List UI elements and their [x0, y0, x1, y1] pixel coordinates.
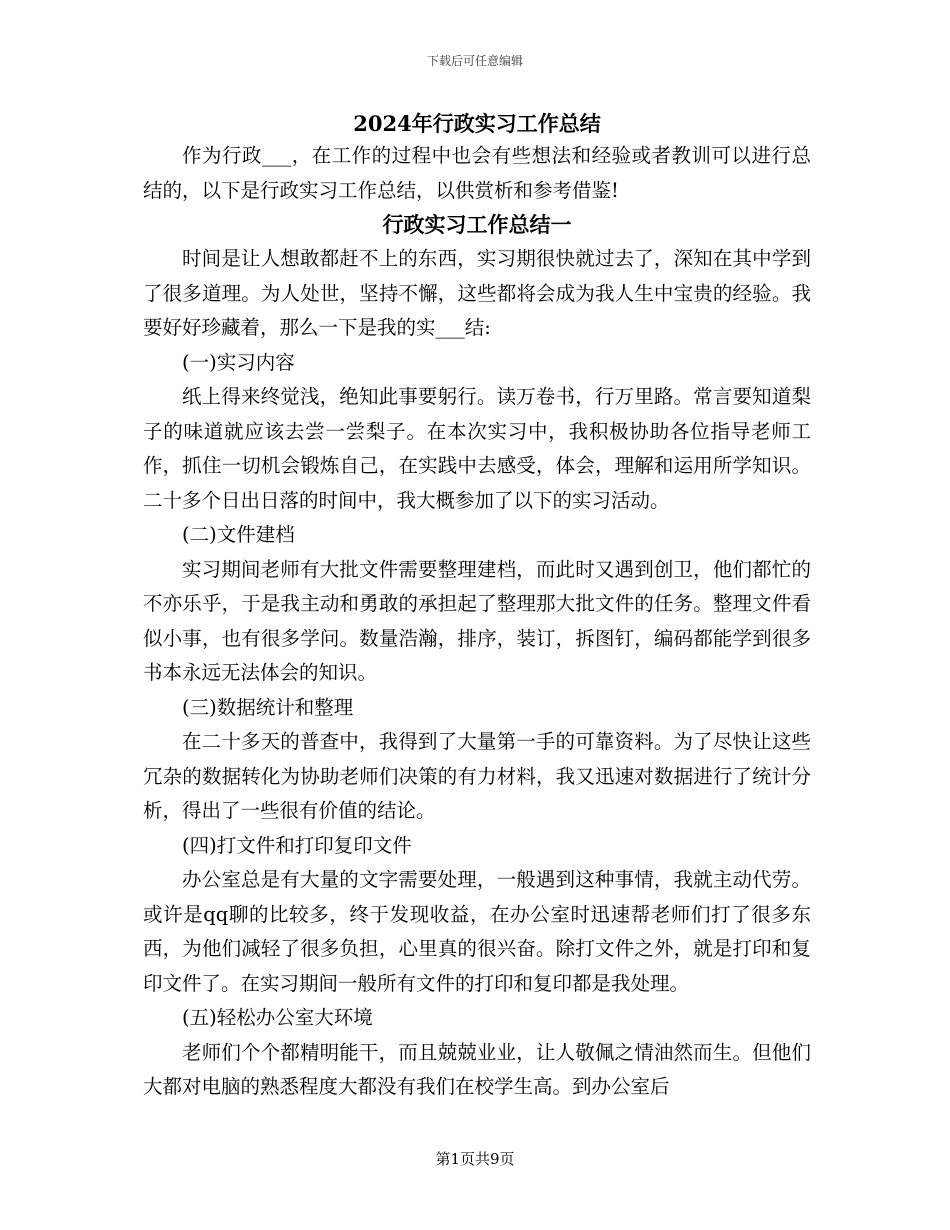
part-paragraph-5: 老师们个个都精明能干，而且兢兢业业，让人敬佩之情油然而生。但他们大都对电脑的熟悉程度大都没有我们在校学生高。到办公室后 [143, 1040, 811, 1098]
part-heading-2: (二)文件建档 [182, 523, 295, 546]
page-header-note: 下载后可任意编辑 [426, 54, 523, 68]
part-heading-5: (五)轻松办公室大环境 [182, 1006, 373, 1029]
part-heading-1: (一)实习内容 [182, 350, 295, 374]
part-paragraph-3: 在二十多天的普查中，我得到了大量第一手的可靠资料。为了尽快让这些冗杂的数据转化为协助老师们决策的有力材料，我又迅速对数据进行了统计分析，得出了一些很有价值的结论。 [143, 730, 811, 822]
opening-paragraph: 时间是让人想敢都赶不上的东西，实习期很快就过去了，深知在其中学到了很多道理。为人处世，坚持不懈，这些都将会成为我人生中宝贵的经验。我要好好珍藏着，那么一下是我的实___结: [143, 247, 811, 339]
part-heading-4: (四)打文件和打印复印文件 [182, 833, 412, 857]
part-paragraph-2: 实习期间老师有大批文件需要整理建档，而此时又遇到创卫，他们都忙的不亦乐乎，于是我主动和勇敢的承担起了整理那大批文件的任务。整理文件看似小事，也有很多学问。数量浩瀚，排序，装订，拆图钉，编码都能学到很多书本永远无法体会的知识。 [143, 557, 811, 684]
part-paragraph-4: 办公室总是有大量的文字需要处理，一般遇到这种事情，我就主动代劳。或许是qq聊的比较多，终于发现收益，在办公室时迅速帮老师们打了很多东西，为他们减轻了很多负担，心里真的很兴奋。除打文件之外，就是打印和复印文件了。在实习期间一般所有文件的打印和复印都是我处理。 [143, 868, 811, 995]
part-heading-3: (三)数据统计和整理 [182, 695, 354, 719]
part-paragraph-1: 纸上得来终觉浅，绝知此事要躬行。读万卷书，行万里路。常言要知道梨子的味道就应该去尝一尝梨子。在本次实习中，我积极协助各位指导老师工作，抓住一切机会锻炼自己，在实践中去感受，体会，理解和运用所学知识。二十多个日出日落的时间中，我大概参加了以下的实习活动。 [143, 385, 811, 512]
section-title: 行政实习工作总结一 [382, 212, 572, 237]
document-body [143, 109, 811, 1105]
document-title: 2024年行政实习工作总结 [353, 111, 601, 136]
intro-paragraph: 作为行政___，在工作的过程中也会有些想法和经验或者教训可以进行总结的，以下是行政实习工作总结，以供赏析和参考借鉴! [143, 144, 811, 202]
page-number: 第1页共9页 [435, 1150, 515, 1168]
